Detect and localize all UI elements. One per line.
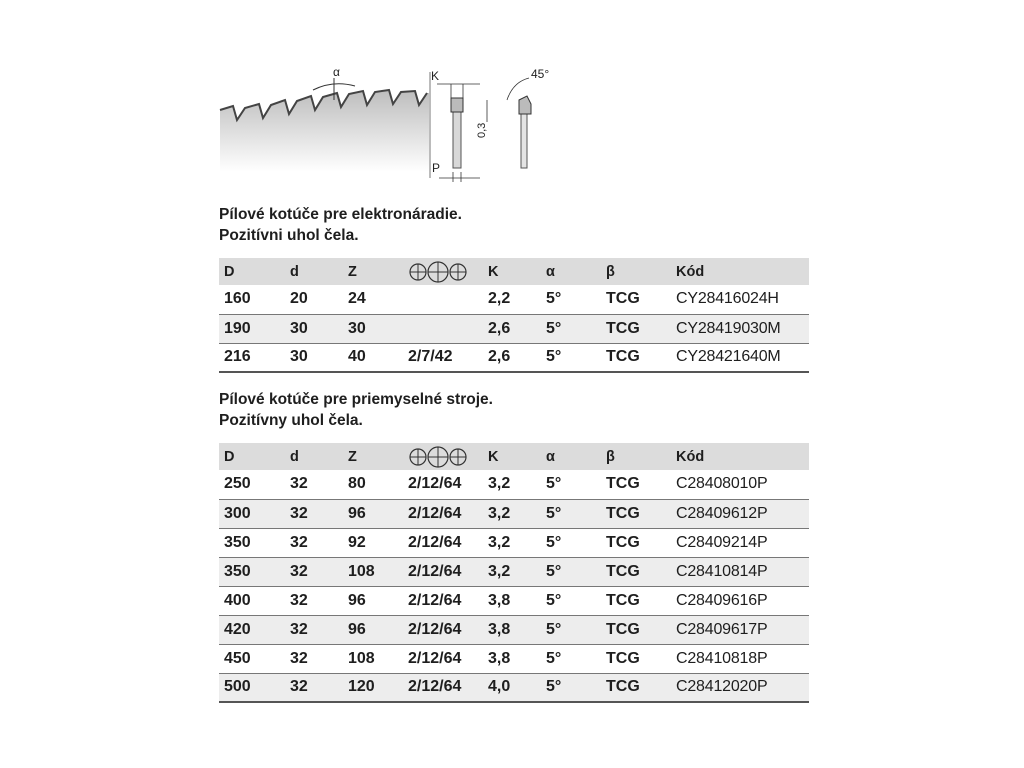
- section-industrial-machines: [219, 389, 809, 703]
- cell-D: 420: [224, 620, 251, 638]
- cell-Z: 108: [348, 649, 375, 667]
- cell-kod: CY28421640M: [676, 348, 781, 366]
- cell-D: 160: [224, 290, 251, 308]
- industrial-machines-table: [219, 443, 809, 703]
- cell-Z: 96: [348, 591, 366, 609]
- cell-D: 350: [224, 562, 251, 580]
- p-label: P: [432, 161, 441, 175]
- cell-kod: C28412020P: [676, 678, 768, 696]
- header-K: K: [488, 448, 499, 465]
- cell-kod: C28410814P: [676, 562, 768, 580]
- cell-D: 190: [224, 319, 251, 337]
- header-D: D: [224, 448, 235, 465]
- cell-K: 3,2: [488, 475, 511, 493]
- cell-d: 32: [290, 591, 308, 609]
- cell-K: 4,0: [488, 678, 511, 696]
- cell-kod: CY28419030M: [676, 319, 781, 337]
- cell-d: 32: [290, 620, 308, 638]
- saw-blade-diagram: [215, 60, 555, 190]
- header-beta: β: [606, 263, 615, 280]
- cell-K: 3,8: [488, 620, 511, 638]
- cell-beta: TCG: [606, 475, 640, 493]
- pin-holes-icon: [408, 261, 468, 283]
- header-D: D: [224, 263, 235, 280]
- cell-d: 32: [290, 475, 308, 493]
- cell-beta: TCG: [606, 649, 640, 667]
- cell-d: 32: [290, 562, 308, 580]
- cell-holes: 2/7/42: [408, 348, 453, 366]
- table-row: [219, 528, 809, 557]
- cell-alpha: 5°: [546, 678, 562, 696]
- cell-alpha: 5°: [546, 562, 562, 580]
- table-row: [219, 343, 809, 372]
- cell-holes: 2/12/64: [408, 533, 462, 551]
- cell-Z: 120: [348, 678, 375, 696]
- table-row: [219, 285, 809, 314]
- cell-beta: TCG: [606, 562, 640, 580]
- cell-kod: CY28416024H: [676, 290, 779, 308]
- cell-beta: TCG: [606, 348, 640, 366]
- cell-d: 20: [290, 290, 308, 308]
- cell-d: 30: [290, 348, 308, 366]
- header-d: d: [290, 263, 299, 280]
- alpha-label: α: [333, 65, 340, 79]
- pin-holes-icon: [408, 446, 468, 468]
- section-power-tools: [219, 204, 809, 373]
- table-row: [219, 557, 809, 586]
- table-row: [219, 644, 809, 673]
- table-header-row: [219, 443, 809, 470]
- cell-K: 3,2: [488, 504, 511, 522]
- cell-d: 32: [290, 504, 308, 522]
- header-Z: Z: [348, 448, 357, 465]
- cell-K: 2,6: [488, 319, 511, 337]
- cell-holes: 2/12/64: [408, 591, 462, 609]
- cell-kod: C28409616P: [676, 591, 768, 609]
- section-title-line2: Pozitívny uhol čela.: [219, 412, 363, 429]
- table-row: [219, 615, 809, 644]
- table-row: [219, 470, 809, 499]
- cell-beta: TCG: [606, 290, 640, 308]
- cell-D: 400: [224, 591, 251, 609]
- header-K: K: [488, 263, 499, 280]
- cell-holes: 2/12/64: [408, 649, 462, 667]
- k-label: K: [431, 69, 440, 83]
- header-alpha: α: [546, 263, 555, 280]
- cell-alpha: 5°: [546, 649, 562, 667]
- cell-kod: C28409214P: [676, 533, 768, 551]
- cell-alpha: 5°: [546, 348, 562, 366]
- cell-alpha: 5°: [546, 620, 562, 638]
- cell-kod: C28408010P: [676, 475, 768, 493]
- cell-d: 32: [290, 678, 308, 696]
- tooth-profile-body: [453, 110, 461, 168]
- dimension-label: 0,3: [476, 122, 488, 138]
- section-title-line1: Pílové kotúče pre priemyselné stroje.: [219, 391, 493, 408]
- cell-holes: [403, 314, 483, 343]
- cell-alpha: 5°: [546, 504, 562, 522]
- cell-D: 216: [224, 348, 251, 366]
- cell-beta: TCG: [606, 678, 640, 696]
- cell-d: 32: [290, 533, 308, 551]
- bevel-tooth-body: [521, 112, 527, 168]
- cell-Z: 30: [348, 319, 366, 337]
- section-title-line2: Pozitívni uhol čela.: [219, 227, 359, 244]
- cell-kod: C28409617P: [676, 620, 768, 638]
- cell-Z: 40: [348, 348, 366, 366]
- header-d: d: [290, 448, 299, 465]
- cell-Z: 24: [348, 290, 366, 308]
- bevel-tooth-tip: [519, 96, 531, 114]
- cell-alpha: 5°: [546, 533, 562, 551]
- cell-holes: 2/12/64: [408, 620, 462, 638]
- cell-beta: TCG: [606, 620, 640, 638]
- cell-Z: 108: [348, 562, 375, 580]
- blade-teeth-shape: [220, 90, 429, 172]
- cell-D: 500: [224, 678, 251, 696]
- cell-kod: C28410818P: [676, 649, 768, 667]
- cell-holes: 2/12/64: [408, 678, 462, 696]
- cell-holes: 2/12/64: [408, 475, 462, 493]
- header-kod: Kód: [676, 448, 705, 465]
- section-title-line1: Pílové kotúče pre elektronáradie.: [219, 206, 462, 223]
- power-tools-table: [219, 258, 809, 373]
- cell-beta: TCG: [606, 319, 640, 337]
- cell-kod: C28409612P: [676, 504, 768, 522]
- cell-beta: TCG: [606, 533, 640, 551]
- table-row: [219, 586, 809, 615]
- header-kod: Kód: [676, 263, 705, 280]
- cell-D: 250: [224, 475, 251, 493]
- cell-K: 2,6: [488, 348, 511, 366]
- cell-beta: TCG: [606, 591, 640, 609]
- cell-holes: [403, 285, 483, 314]
- cell-Z: 96: [348, 620, 366, 638]
- cell-Z: 80: [348, 475, 366, 493]
- cell-d: 32: [290, 649, 308, 667]
- cell-alpha: 5°: [546, 290, 562, 308]
- cell-K: 3,2: [488, 562, 511, 580]
- cell-K: 2,2: [488, 290, 511, 308]
- header-alpha: α: [546, 448, 555, 465]
- cell-D: 300: [224, 504, 251, 522]
- table-row: [219, 499, 809, 528]
- table-row: [219, 673, 809, 702]
- angle-label: 45°: [531, 67, 550, 81]
- cell-d: 30: [290, 319, 308, 337]
- cell-Z: 92: [348, 533, 366, 551]
- cell-D: 450: [224, 649, 251, 667]
- cell-alpha: 5°: [546, 319, 562, 337]
- table-header-row: [219, 258, 809, 285]
- cell-beta: TCG: [606, 504, 640, 522]
- cell-K: 3,2: [488, 533, 511, 551]
- cell-alpha: 5°: [546, 475, 562, 493]
- cell-D: 350: [224, 533, 251, 551]
- cell-Z: 96: [348, 504, 366, 522]
- cell-K: 3,8: [488, 649, 511, 667]
- cell-holes: 2/12/64: [408, 562, 462, 580]
- cell-alpha: 5°: [546, 591, 562, 609]
- tooth-profile-tip: [451, 98, 463, 112]
- cell-holes: 2/12/64: [408, 504, 462, 522]
- header-Z: Z: [348, 263, 357, 280]
- header-beta: β: [606, 448, 615, 465]
- cell-K: 3,8: [488, 591, 511, 609]
- table-row: [219, 314, 809, 343]
